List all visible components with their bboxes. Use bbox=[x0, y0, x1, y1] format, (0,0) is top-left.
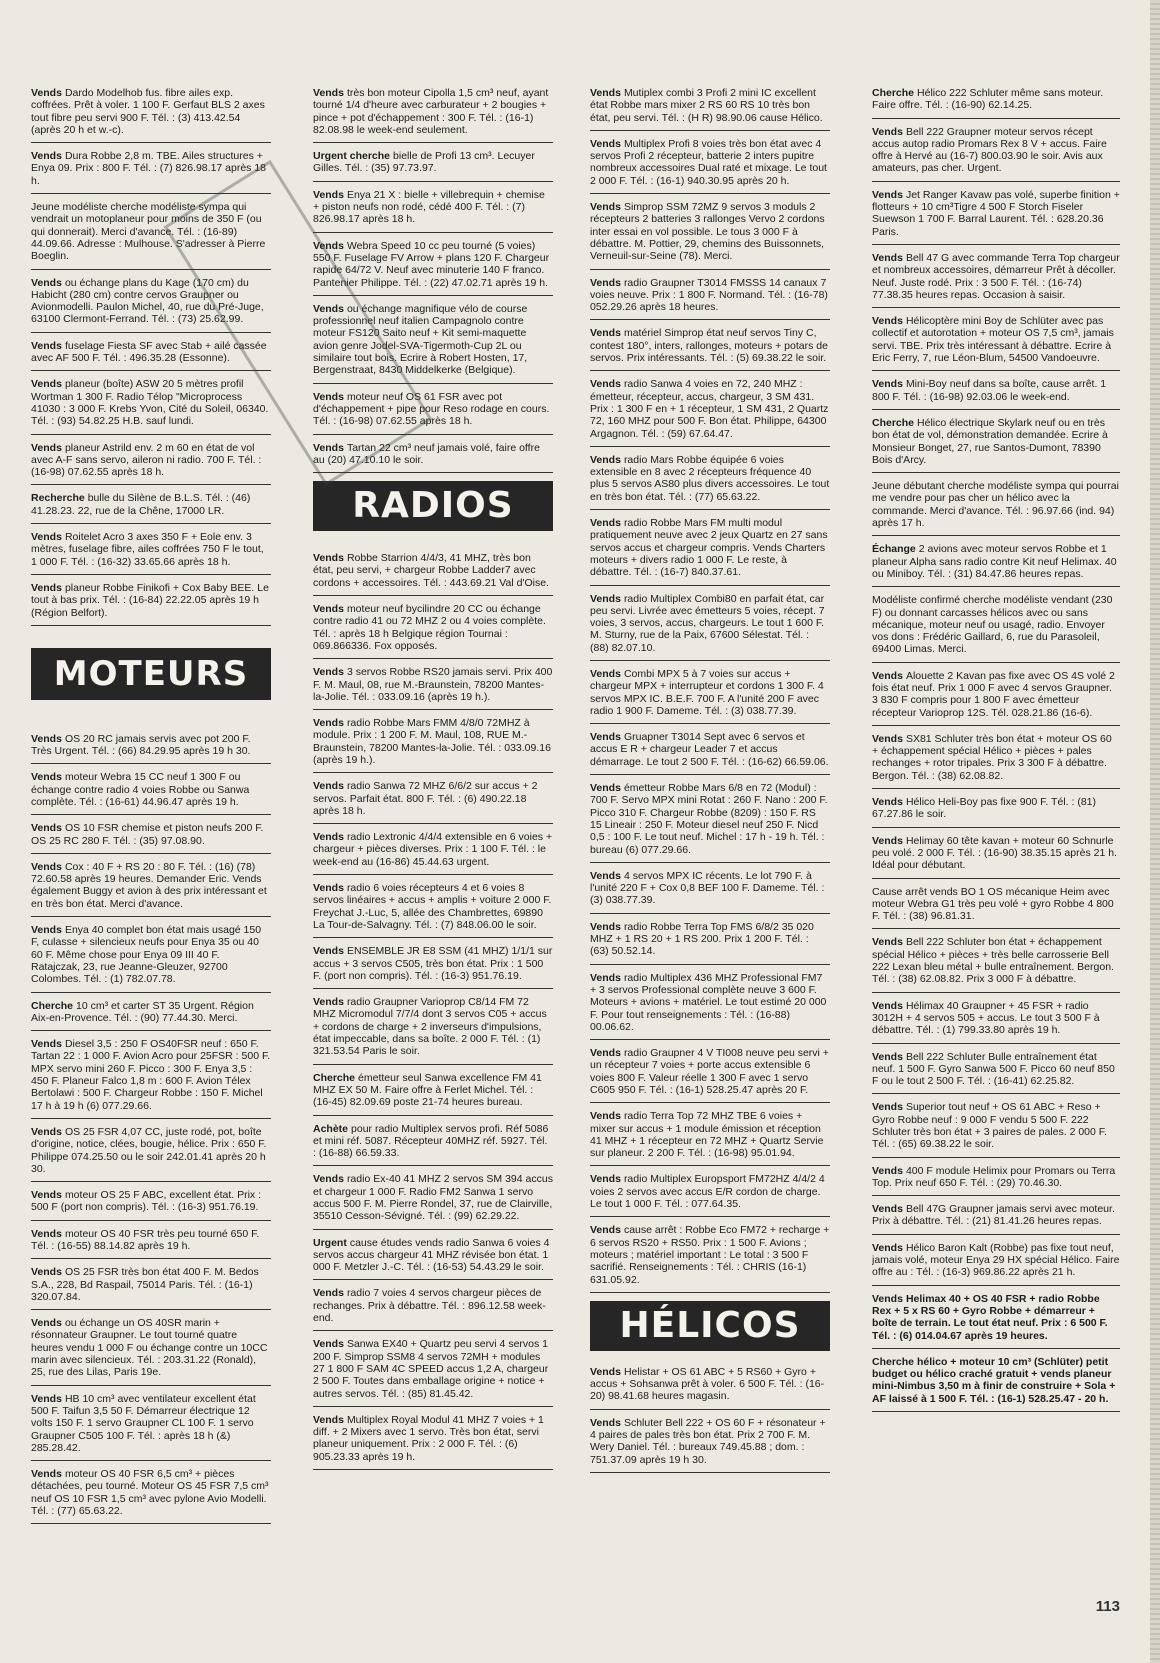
classified-ad bbox=[31, 579, 271, 626]
ad-lead-word: Vends bbox=[313, 603, 344, 616]
ad-text: cause études vends radio Sanwa 6 voies 4 servos accus chargeur 41 MHZ révisée bon état. 1 000 F. Metzler J.-C. Tél. : (16-53) 54.43.29 le soir. bbox=[313, 1236, 550, 1274]
ad-text: Multiplex Profi 8 voies très bon état avec 4 servos Profi 2 récepteur, batterie 2 inters pupitre nombreux accessoires Dual raté et mixage. Le tout 2 000 F. Tél. : (16-1) 940.30.95 après 20 h. bbox=[590, 137, 827, 187]
classified-ad bbox=[313, 147, 553, 182]
ad-text: radio Robbe Mars FM multi modul pratiquement neuve avec 2 jeux Quartz en 27 sans servos accus et chargeur compris. Vends Charters moteurs + divers radio 1 000 F. Le reste, à débattre. Tél. : (16-7) 840.37.61. bbox=[590, 517, 828, 579]
classified-ad bbox=[590, 135, 830, 194]
classified-ad bbox=[872, 84, 1120, 119]
classified-ad bbox=[313, 1234, 553, 1281]
ad-lead-word: Vends bbox=[872, 1203, 903, 1216]
classified-ad bbox=[31, 375, 271, 434]
classified-ad bbox=[31, 274, 271, 333]
ad-lead-word: Vends bbox=[313, 302, 344, 315]
classified-ad bbox=[590, 1414, 830, 1473]
ad-lead-word: Vends bbox=[313, 441, 344, 454]
ad-lead-word: Vends bbox=[872, 1050, 903, 1063]
ad-lead-word: Vends bbox=[872, 999, 903, 1012]
ad-text: très bon moteur Cipolla 1,5 cm³ neuf, ayant tourné 1/4 d'heure avec carburateur + 2 bougies + pince + pot d'échappement : 300 F. Tél. : (16-1) 82.08.98 le week-end seulement. bbox=[313, 87, 549, 136]
ad-lead-word: Vends bbox=[872, 1164, 903, 1177]
classified-ad bbox=[590, 198, 830, 269]
classified-ad bbox=[313, 300, 553, 384]
ad-lead-word: Vends bbox=[872, 936, 903, 949]
ad-lead-word: Vends bbox=[872, 1292, 903, 1305]
ad-lead-word: Vends bbox=[590, 276, 621, 289]
ad-lead-word: Cherche bbox=[313, 1071, 356, 1084]
ad-lead-word: Vends bbox=[590, 137, 621, 150]
classified-ad bbox=[313, 828, 553, 875]
ad-text: radio Mars Robbe équipée 6 voies extensible en 8 avec 2 récepteurs fréquence 40 plus 5 servos AS80 plus divers accessoires. Le tout en très bon état. Tél. : (77) 65.63.22. bbox=[590, 453, 830, 503]
ad-lead-word: Vends bbox=[31, 1038, 62, 1051]
column-3 bbox=[590, 84, 830, 1584]
ad-text: Sanwa EX40 + Quartz peu servi 4 servos 1 200 F. Simprop SSM8 4 servos 72MH + modules 27 1 800 F SAM 4C SPEED accus 1,2 A, chargeur 2 500 F. Toutes dans emballage origine + notice + autres servos. Tél. : (85) 81.45.42. bbox=[313, 1338, 549, 1400]
ad-text: planeur Astrild env. 2 m 60 en état de vol avec A-F sans servo, aileron ni radio. 700 F. Tél. : (16-98) 07.62.55 après 18 h. bbox=[31, 441, 262, 479]
classified-ad bbox=[313, 942, 553, 989]
classified-ad bbox=[31, 1263, 271, 1310]
ad-text: radio Robbe Mars FMM 4/8/0 72MHZ à module. Prix : 1 200 F. M. Maul, 108, RUE M.-Braunstein, 78200 Mantes-la-Jolie. Tél. : 033.09.16 (après 19 h.). bbox=[313, 717, 551, 766]
ad-text: radio 7 voies 4 servos chargeur pièces de rechanges. Prix à débattre. Tél. : 896.12.58 week-end. bbox=[313, 1287, 546, 1325]
ad-text: Hélimax 40 Graupner + 45 FSR + radio 3012H + 4 servos 505 + accus. Le tout 3 500 F à débattre. Tél. : (1) 799.33.80 après 19 h. bbox=[872, 999, 1100, 1037]
ad-lead-word: Vends bbox=[31, 924, 62, 937]
ad-text: Hélico électrique Skylark neuf ou en très bon état de vol, démonstration demandée. Ecrire à Monsieur Bonget, 27, rue Santos-Dumont, 78390 Bois d'Arcy. bbox=[872, 416, 1108, 466]
ads-col3-top bbox=[590, 84, 830, 1293]
classified-ad bbox=[590, 590, 830, 661]
classified-ad bbox=[872, 1098, 1120, 1157]
classified-ad bbox=[872, 1239, 1120, 1286]
classified-ad bbox=[31, 819, 271, 854]
ad-text: Hélico Baron Kalt (Robbe) pas fixe tout neuf, jamais volé, moteur Enya 29 HX spécial Hélico. Faire offre au : Tél. : (16-3) 969.86.22 après 21 h. bbox=[872, 1241, 1120, 1279]
classified-ad bbox=[872, 477, 1120, 536]
ad-text: OS 10 FSR chemise et piston neufs 200 F. OS 25 RC 280 F. Tél. : (35) 97.08.90. bbox=[31, 822, 264, 847]
ad-lead-word: Vends bbox=[31, 1266, 62, 1279]
ad-lead-word: Vends bbox=[313, 1338, 344, 1351]
ad-lead-word: Achète bbox=[313, 1122, 349, 1135]
ad-text: hélico + moteur 10 cm³ (Schlüter) petit budget ou hélico craché gratuit + vends planeur mini-Nimbus 3,50 m à finir de construire + Sola + AF laissé à 1 500 F. Tél. : (16-1) 528.25.47 - 20 h. bbox=[872, 1355, 1116, 1405]
classified-ad bbox=[872, 793, 1120, 828]
ad-lead-word: Cherche bbox=[872, 1355, 915, 1368]
ad-lead-word: Vends bbox=[31, 1317, 62, 1330]
ad-lead-word: Vends bbox=[313, 780, 344, 793]
ad-lead-word: Vends bbox=[31, 339, 62, 352]
ad-text: Tartan 22 cm³ neuf jamais volé, faire offre au (20) 47.10.10 le soir. bbox=[313, 441, 540, 466]
ad-lead-word: Vends bbox=[31, 581, 62, 594]
ad-text: radio 6 voies récepteurs 4 et 6 voies 8 servos linéaires + accus + amplis + voiture 2 000 F. Freychat J.-Luc, 5, allée des Chambrettes, 69890 La Tour-de-Salvagny. Tél. : (7) 848.06.00 le soir. bbox=[313, 882, 552, 931]
ad-lead-word: Vends bbox=[872, 125, 903, 138]
ad-text: Alouette 2 Kavan pas fixe avec OS 4S volé 2 fois état neuf. Prix 1 000 F avec 4 servos Graupner. 3 830 F compris pour 1 800 F avec émetteur récepteur Varioprop 12S. Tél. 028.21.86 (16-6). bbox=[872, 669, 1115, 719]
ad-lead-word: Recherche bbox=[31, 492, 85, 505]
ad-lead-word: Vends bbox=[872, 315, 903, 328]
classified-ad bbox=[31, 1225, 271, 1260]
ad-lead-word: Vends bbox=[313, 1173, 344, 1186]
classified-ad bbox=[872, 591, 1120, 662]
ad-text: Dardo Modelhob fus. fibre ailes exp. coffrées. Prêt à voler. 1 100 F. Gerfaut BLS 2 axes tout fibre peu servi 900 F. Tél. : (3) 413.42.54 (après 20 h et w.-c). bbox=[31, 87, 265, 136]
ad-text: Hélico Heli-Boy pas fixe 900 F. Tél. : (81) 67.27.86 le soir. bbox=[872, 796, 1096, 821]
ad-lead-word: Vends bbox=[313, 188, 344, 201]
ad-text: Jet Ranger Kavaw pas volé, superbe finition + flotteurs + 10 cm³Tigre 4 500 F Storch Fiseler Suewson 1 700 F. Barral Laurent. Tél. : 628.20.36 Paris. bbox=[872, 188, 1120, 238]
classified-ad bbox=[313, 1120, 553, 1167]
classified-ad bbox=[313, 1284, 553, 1331]
ad-lead-word: Vends bbox=[31, 771, 62, 784]
classified-ad bbox=[31, 528, 271, 575]
page-number: 113 bbox=[1095, 1598, 1120, 1615]
ad-text: radio Multiplex Combi80 en parfait état, car peu servi. Livrée avec émetteurs 5 voies, récept. 7 voies, 3 servos, accus, chargeurs. Le tout 1 600 F. M. Sturny, rue de la Paix, 67600 Sélestat. Tél. : (88) 82.07.10. bbox=[590, 592, 825, 654]
ads-col1-bottom bbox=[31, 730, 271, 1525]
ad-text: radio Terra Top 72 MHZ TBE 6 voies + mixer sur accus + 1 module émission et réception 41 MHZ + 1 récepteur en 72 MHZ + Quartz Servie sur planeur. 2 200 F. Tél. : (16-98) 95.01.94. bbox=[590, 1110, 824, 1160]
ad-text: Enya 21 X : bielle + villebrequin + chemise + piston neufs non rodé, cédé 400 F. Tél. : (7) 826.98.17 après 18 h. bbox=[313, 188, 545, 226]
ad-text: radio Multiplex Europsport FM72HZ 4/4/2 4 voies 2 servos avec accus E/R cordon de charge. Le tout 1 000 F. Tél. : 077.64.35. bbox=[590, 1173, 825, 1211]
ad-lead-word: Vends bbox=[872, 251, 903, 264]
classified-ad bbox=[872, 540, 1120, 587]
ad-text: radio Robbe Terra Top FMS 6/8/2 35 020 MHZ + 1 RS 20 + 1 RS 200. Prix 1 200 F. Tél. : (63) 50.52.14. bbox=[590, 920, 814, 958]
ad-text: 3 servos Robbe RS20 jamais servi. Prix 400 F. M. Maul, 08, rue M.-Braunstein, 78200 Mantes-la-Jolie. Tél. : 033.09.16 (après 19 h.). bbox=[313, 666, 553, 703]
classified-ad bbox=[590, 1221, 830, 1292]
classified-ad bbox=[590, 451, 830, 510]
section-heading-helicos: HÉLICOS bbox=[590, 1301, 830, 1351]
ad-text: matériel Simprop état neuf servos Tiny C, contest 180°, inters, rallonges, moteurs + potars de servos. Prix intéressants. Tél. : (5) 69.38.22 le soir. bbox=[590, 327, 828, 365]
ad-lead-word: Vends bbox=[313, 239, 344, 252]
ad-text: fuselage Fiesta SF avec Stab + ailé cassée avec AF 500 F. Tél. : 496.35.28 (Essonne). bbox=[31, 339, 267, 365]
classified-ad bbox=[872, 249, 1120, 308]
ad-lead-word: Vends bbox=[313, 717, 344, 730]
classified-ad bbox=[872, 1162, 1120, 1197]
ad-lead-word: Vends bbox=[31, 276, 62, 289]
ad-lead-word: Vends bbox=[590, 1365, 621, 1378]
ad-lead-word: Vends bbox=[31, 1125, 62, 1138]
classified-ad bbox=[313, 388, 553, 435]
ad-lead-word: Vends bbox=[31, 87, 62, 99]
ads-col4 bbox=[872, 84, 1120, 1412]
ad-lead-word: Vends bbox=[31, 378, 62, 391]
ad-lead-word: Vends bbox=[31, 1227, 62, 1240]
section-heading-radios: RADIOS bbox=[313, 481, 553, 531]
classified-ad bbox=[872, 832, 1120, 879]
classified-ad bbox=[590, 514, 830, 585]
ad-lead-word: Vends bbox=[313, 831, 344, 844]
ad-text: 10 cm³ et carter ST 35 Urgent. Région Aix-en-Provence. Tél. : (90) 77.44.30. Merci. bbox=[31, 999, 254, 1024]
ad-text: Helimax 40 + OS 40 FSR + radio Robbe Rex + 5 x RS 60 + Gyro Robbe + démarreur + boîte de terrain. Le tout état neuf. Prix : 6 500 F. Tél. : (6) 014.04.67 après 19 heures. bbox=[872, 1292, 1108, 1342]
classified-ad bbox=[590, 274, 830, 321]
ad-text: Mini-Boy neuf dans sa boîte, cause arrêt. 1 800 F. Tél. : (16-98) 92.03.06 le week-end. bbox=[872, 378, 1107, 403]
classified-ad bbox=[31, 1390, 271, 1461]
column-4 bbox=[872, 84, 1120, 1584]
ad-lead-word: Vends bbox=[872, 1101, 903, 1114]
ad-lead-word: Vends bbox=[872, 669, 903, 682]
ad-lead-word: Vends bbox=[872, 834, 903, 847]
ad-lead-word: Vends bbox=[590, 667, 621, 680]
classified-ad bbox=[590, 84, 830, 131]
ad-text: bielle de Profi 13 cm³. Lecuyer Gilles. Tél. : (35) 97.73.97. bbox=[313, 150, 535, 175]
classified-ad bbox=[872, 186, 1120, 245]
ad-lead-word: Vends bbox=[872, 1241, 903, 1254]
classified-ad bbox=[31, 730, 271, 765]
ad-lead-word: Cherche bbox=[872, 416, 915, 429]
ad-text: 400 F module Helimix pour Promars ou Terra Top. Prix neuf 650 F. Tél. : (29) 70.46.30. bbox=[872, 1164, 1116, 1189]
ad-text: radio Multiplex 436 MHZ Professional FM7 + 3 servos Professional complète neuve 3 600 F. Moteurs + avions + matériel. Le tout estimé 20 000 F. Pour tout renseignements : Tél. : (16-88) 00.06.62. bbox=[590, 971, 827, 1033]
ad-lead-word: Vends bbox=[313, 390, 344, 403]
ad-text: Bell 222 Graupner moteur servos récept accus autop radio Promars Rex 8 V + accus. Faire offre à Hervé au (16-7) 800.03.90 le soir. Avis aux amateurs, pas cher. Urgent. bbox=[872, 125, 1107, 175]
ad-text: ENSEMBLE JR E8 SSM (41 MHZ) 1/1/1 sur accus + 3 servos C505, très bon état. Prix : 1 500 F. (port non compris). Tél. : (16-3) 951.76.19. bbox=[313, 945, 553, 982]
ad-text: 2 avions avec moteur servos Robbe et 1 planeur Alpha sans radio contre Kit neuf Helimax. 40 ou Miniboy. Tél. : (31) 84.47.86 heures repas. bbox=[872, 543, 1117, 580]
classified-ad bbox=[31, 337, 271, 372]
ad-lead-word: Vends bbox=[31, 860, 62, 873]
classified-ad bbox=[31, 84, 271, 143]
classified-ad bbox=[313, 237, 553, 296]
classified-ad bbox=[31, 1035, 271, 1119]
classified-ad bbox=[31, 1465, 271, 1524]
classified-ad bbox=[31, 1123, 271, 1182]
classified-ad bbox=[31, 198, 271, 269]
ad-lead-word: Vends bbox=[590, 327, 621, 340]
ad-lead-word: Vends bbox=[590, 782, 621, 795]
ad-text: pour radio Multiplex servos profi. Réf 5086 et mini réf. 5087. Récepteur 40MHZ réf. 5927. Tél. : (16-88) 66.59.33. bbox=[313, 1122, 549, 1160]
classified-ad bbox=[313, 663, 553, 710]
ad-text: Bell 47 G avec commande Terra Top chargeur et nombreux accessoires, démarreur Prêt à décoller. Neuf. Juste rodé. Prix : 3 500 F. Tél. : (16-74) 77.38.35 heures repas. Occasion à saisir. bbox=[872, 251, 1120, 301]
classified-ad bbox=[872, 312, 1120, 371]
ad-lead-word: Vends bbox=[590, 87, 621, 99]
ad-lead-word: Urgent cherche bbox=[313, 150, 391, 163]
classified-ad bbox=[872, 883, 1120, 930]
ad-lead-word: Vends bbox=[313, 1413, 344, 1426]
ad-text: Cause arrêt vends BO 1 OS mécanique Heim avec moteur Webra G1 très peu volé + gyro Robbe 4 800 F. Tél. : (38) 96.81.31. bbox=[872, 885, 1114, 923]
ad-text: 4 servos MPX IC récents. Le lot 790 F. à l'unité 220 F + Cox 0,8 BEF 100 F. Dameme. Tél. : (3) 038.77.39. bbox=[590, 869, 825, 907]
ad-lead-word: Cherche bbox=[872, 87, 915, 99]
ad-text: radio Sanwa 4 voies en 72, 240 MHZ : émetteur, récepteur, accus, chargeur, 3 SM 431. Prix : 1 300 F en + 1 récepteur, 1 SM 431, 2 Quartz 72, 160 MHZ pour 500 F. Bon état. Philippe, 64300 Argagnon. Tél. : (59) 67.64.47. bbox=[590, 378, 829, 440]
ad-lead-word: Vends bbox=[31, 822, 62, 835]
ad-text: Webra Speed 10 cc peu tourné (5 voies) 550 F. Fuselage FV Arrow + plans 120 F. Chargeur rapide 64/72 V. Neuf avec minuterie 140 F franco. Pantenier Philippe. Tél. : (22) 47.02.71 après 19 h. bbox=[313, 239, 550, 289]
ad-lead-word: Vends bbox=[590, 592, 621, 605]
ad-lead-word: Cherche bbox=[31, 999, 74, 1012]
ad-text: planeur (boîte) ASW 20 5 mètres profil Wortman 1 300 F. Radio Télop "Microprocess 41030 : 3 000 F. Krebs Yvon, Cité du Soleil, 06340. Tél. : (93) 54.82.25 H.B. sauf lundi. bbox=[31, 378, 269, 428]
ad-lead-word: Vends bbox=[313, 1287, 344, 1300]
ad-text: moteur neuf OS 61 FSR avec pot d'échappement + pipe pour Reso rodage en cours. Tél. : (16-98) 07.62.55 après 18 h. bbox=[313, 390, 550, 428]
classified-ad bbox=[590, 1363, 830, 1410]
ad-text: OS 20 RC jamais servis avec pot 200 F. Très Urgent. Tél. : (66) 84.29.95 après 19 h 30. bbox=[31, 732, 251, 758]
ad-text: radio Graupner 4 V TI008 neuve peu servi + un récepteur 7 voies + porte accus extensible 6 voies 800 F. Valeur réelle 1 300 F avec 1 servo C605 950 F. Tél. : (16-1) 528.25.47 après 20 F. bbox=[590, 1047, 829, 1096]
ad-text: ou échange magnifique vélo de course professionnel neuf italien Campagnolo contre moteur FS120 Saito neuf + Kit semi-maquette avion genre Jodel-SVA-Tigermoth-Cup 2L ou similaire tout bois. Ecrire à Robert Hosten, 17, Bergenstraat, 8430 Middelkerke (Belgique). bbox=[313, 302, 528, 377]
ad-text: bulle du Silène de B.L.S. Tél. : (46) 41.28.23. 22, rue de la Chêne, 17000 LR. bbox=[31, 492, 251, 517]
ad-text: moteur OS 40 FSR 6,5 cm³ + pièces détachées, peu tourné. Moteur OS 45 FSR 7,5 cm³ neuf OS 10 FSR 1,5 cm³ avec pylone Avio Modelli. Tél. : (77) 65.63.22. bbox=[31, 1468, 269, 1518]
classified-ad bbox=[872, 1353, 1120, 1412]
ad-text: Schluter Bell 222 + OS 60 F + résonateur + 4 paires de pales très bon état. Prix 2 700 F. M. Wery Daniel. Tél. : bureaux 749.45.88 ; dom. : 751.37.09 après 19 h 30. bbox=[590, 1416, 826, 1466]
ad-text: Simprop SSM 72MZ 9 servos 3 moduls 2 récepteurs 2 batteries 3 rallonges Vervo 2 cordons inter essai en vol possible. Le tous 3 000 F à débattre. M. Pottier, 29, chemins des Buissonnets, Verneuil-sur-Seine (78). Merci. bbox=[590, 201, 825, 263]
ad-lead-word: Vends bbox=[590, 517, 621, 530]
classified-ad bbox=[872, 997, 1120, 1044]
ad-text: moteur neuf bycilindre 20 CC ou échange contre radio 41 ou 72 MHZ 2 ou 4 voies complète. Tél. : après 18 h Belgique région Tournai : 069.866336. Fox opposés. bbox=[313, 603, 546, 652]
classified-ad bbox=[590, 867, 830, 914]
classified-ad bbox=[590, 918, 830, 965]
classified-ad bbox=[872, 375, 1120, 410]
column-1 bbox=[31, 84, 271, 1584]
classified-ad bbox=[872, 667, 1120, 726]
ad-text: Combi MPX 5 à 7 voies sur accus + chargeur MPX + interrupteur et cordons 1 300 F. 4 servos MPX IC. B.E.F. 700 F. A l'unité 200 F avec radio 1 900 F. Dameme. Tél. : (3) 038.77.39. bbox=[590, 667, 824, 717]
ad-text: Hélico 222 Schluter même sans moteur. Faire offre. Tél. : (16-90) 62.14.25. bbox=[872, 87, 1104, 112]
classified-ad bbox=[872, 414, 1120, 473]
ad-text: Modéliste confirmé cherche modéliste vendant (230 F) ou donnant carcasses hélicos avec ou sans mécanique, moteur neuf ou usagé, radio. Envoyer vos dons : Frédéric Gaillard, 6, rue du Parasoleil, 69400 Limas. Merci. bbox=[872, 594, 1113, 656]
classified-ad bbox=[313, 714, 553, 773]
ad-lead-word: Vends bbox=[313, 996, 344, 1009]
classified-ad bbox=[590, 324, 830, 371]
ad-lead-word: Vends bbox=[590, 869, 621, 882]
classified-ad bbox=[313, 1069, 553, 1116]
classified-ad bbox=[31, 1314, 271, 1385]
classified-ad bbox=[31, 921, 271, 992]
classified-ad bbox=[313, 84, 553, 143]
classified-ad bbox=[590, 1170, 830, 1217]
ad-lead-word: Vends bbox=[31, 150, 62, 163]
ad-text: Hélicoptère mini Boy de Schlüter avec pas collectif et autorotation + moteur OS 7,5 cm³, jamais servi. TBE. Prix très intéressant à débattre. Ecrire à Eric Ferry, 7, rue Léon-Blum, 54500 Vandoeuvre. bbox=[872, 315, 1114, 365]
ad-text: radio Graupner T3014 FMSSS 14 canaux 7 voies neuve. Prix : 1 800 F. Normand. Tél. : (16-78) 052.29.26 après 18 heures. bbox=[590, 276, 828, 314]
ad-text: Gruapner T3014 Sept avec 6 servos et accus E R + chargeur Leader 7 et accus démarrage. Le tout 2 500 F. Tél. : (16-62) 66.59.06. bbox=[590, 731, 829, 768]
ad-text: moteur Webra 15 CC neuf 1 300 F ou échange contre radio 4 voies Robbe ou Sanwa complète. Tél. : (16-61) 44.96.47 après 19 h. bbox=[31, 771, 250, 808]
ad-lead-word: Vends bbox=[313, 666, 344, 679]
ad-lead-word: Vends bbox=[590, 1224, 621, 1237]
page-edge-decoration bbox=[1150, 0, 1160, 1663]
classified-ad bbox=[313, 993, 553, 1064]
classified-ad bbox=[590, 728, 830, 775]
ad-lead-word: Vends bbox=[590, 1173, 621, 1186]
ad-text: Bell 222 Schluter Bulle entraînement état neuf. 1 500 F. Gyro Sanwa 500 F. Picco 60 neuf 850 F ou le tout 2 500 F. Tél. : (16-41) 62.25.82. bbox=[872, 1050, 1115, 1088]
ad-lead-word: Vends bbox=[31, 531, 62, 544]
classified-ad bbox=[590, 969, 830, 1040]
classified-ad bbox=[31, 489, 271, 524]
classified-ad bbox=[590, 1107, 830, 1166]
classified-ad bbox=[590, 1044, 830, 1103]
ad-text: radio Lextronic 4/4/4 extensible en 6 voies + chargeur + pièces diverses. Prix : 1 100 F. Tél. : le week-end au (16-86) 45.44.63 urgent. bbox=[313, 831, 553, 868]
ad-text: Multiplex Royal Modul 41 MHZ 7 voies + 1 diff. + 2 Mixers avec 1 servo. Très bon état, servi planeur uniquement. Prix : 2 000 F. Tél. : (6) 905.23.33 après 19 h. bbox=[313, 1413, 544, 1463]
classified-ad bbox=[313, 1170, 553, 1229]
classified-ad bbox=[31, 997, 271, 1032]
ad-text: ou échange plans du Kage (170 cm) du Habicht (280 cm) contre cervos Graupner ou Avionmodelli. Paulon Michel, 40, rue du Pré-Juge, 63100 Clermont-Ferrand. Tél. : (73) 25.62.99. bbox=[31, 276, 264, 326]
classified-ad bbox=[872, 933, 1120, 992]
ad-lead-word: Vends bbox=[313, 552, 344, 565]
classified-ad bbox=[313, 439, 553, 474]
ad-text: Helimay 60 tête kavan + moteur 60 Schnurle peu volé. 2 000 F. Tél. : (16-90) 38.35.15 après 21 h. Idéal pour débutant. bbox=[872, 834, 1117, 872]
ad-text: moteur OS 40 FSR très peu tourné 650 F. Tél. : (16-55) 88.14.82 après 19 h. bbox=[31, 1227, 260, 1252]
ad-text: Dura Robbe 2,8 m. TBE. Ailes structures + Enya 09. Prix : 800 F. Tél. : (7) 826.98.17 après 18 h. bbox=[31, 150, 267, 187]
ad-lead-word: Urgent bbox=[313, 1236, 347, 1249]
classified-ad bbox=[313, 1411, 553, 1470]
ads-col2-bottom bbox=[313, 549, 553, 1470]
classified-ad bbox=[872, 1290, 1120, 1349]
ad-text: Bell 222 Schluter bon état + échappement spécial Hélico + pièces + très belle carrosserie Bell 222 Lexan bleu métal + bulle entraînement. Bergon. Tél. : (38) 62.08.82. Prix 3 000 F à débattre. bbox=[872, 936, 1114, 986]
ad-text: Roitelet Acro 3 axes 350 F + Eole env. 3 mètres, fuselage fibre, ailes coffrées 750 F le tout, 1 000 F. Tél. : (16-32) 33.65.66 après 18 h. bbox=[31, 531, 264, 568]
ads-col3-bottom bbox=[590, 1363, 830, 1473]
ad-text: moteur OS 25 F ABC, excellent état. Prix : 500 F (port non compris). Tél. : (16-3) 951.76.19. bbox=[31, 1189, 262, 1214]
classified-ad bbox=[590, 779, 830, 863]
ad-lead-word: Vends bbox=[31, 441, 62, 454]
ad-text: Helistar + OS 61 ABC + 5 RS60 + Gyro + accus + Sohsanwa prêt à voler. 6 500 F. Tél. : (16-20) 98.41.68 heures magasin. bbox=[590, 1365, 825, 1403]
ad-text: OS 25 FSR très bon état 400 F. M. Bedos S.A., 228, Bd Raspail, 75014 Paris. Tél. : (16-1) 320.07.84. bbox=[31, 1266, 259, 1303]
classified-ad bbox=[31, 1186, 271, 1221]
column-2 bbox=[313, 84, 553, 1584]
classified-ad bbox=[590, 665, 830, 724]
ad-text: Superior tout neuf + OS 61 ABC + Reso + Gyro Robbe neuf : 9 000 F vendu 5 500 F. 222 Schluter très bon état + 3 paires de pales. 2 000 F. Tél. : (65) 69.38.22 le soir. bbox=[872, 1101, 1107, 1151]
classified-ad bbox=[872, 1048, 1120, 1095]
classified-ad bbox=[872, 1200, 1120, 1235]
ad-text: Jeune débutant cherche modéliste sympa qui pourrai me vendre pour pas cher un hélico avec la commande. Merci d'avance. Tél. : 96.97.66 (ind. 94) après 17 h. bbox=[872, 480, 1119, 530]
ad-text: Cox : 40 F + RS 20 : 80 F. Tél. : (16) (78) 72.60.58 après 19 heures. Demander Eric. Vends également Buggy et avion à des prix intéressant et en très bon état. Merci d'avance. bbox=[31, 860, 267, 910]
ad-text: radio Graupner Varioprop C8/14 FM 72 MHZ Micromodul 7/7/4 dont 3 servos C05 + accus + cordons de charge + 2 inverseurs d'impulsions, état impeccable, dans sa boîte. 2 000 F. Tél. : (1) 321.53.54 Paris le soir. bbox=[313, 996, 547, 1058]
ad-text: Mutiplex combi 3 Profi 2 mini IC excellent état Robbe mars mixer 2 RS 60 RS 10 très bon état, peu servi. Tél. : (H R) 98.90.06 cause Hélico. bbox=[590, 87, 823, 124]
ad-text: planeur Robbe Finikofi + Cox Baby BEE. Le tout à bas prix. Tél. : (16-84) 22.22.05 après 19 h (Région Belfort). bbox=[31, 581, 269, 619]
ad-lead-word: Vends bbox=[872, 188, 903, 201]
ad-lead-word: Vends bbox=[31, 1189, 62, 1202]
ad-lead-word: Vends bbox=[590, 1110, 621, 1123]
classified-ad bbox=[313, 600, 553, 659]
classified-ad bbox=[313, 777, 553, 824]
ad-lead-word: Vends bbox=[31, 1468, 62, 1481]
ad-lead-word: Vends bbox=[590, 453, 621, 466]
ad-text: Enya 40 complet bon état mais usagé 150 F, culasse + silencieux neufs pour Enya 35 ou 40 60 F. Même chose pour Enya 09 III 40 F. Ratajczak, 23, rue Jeanne-Gleuzer, 92700 Colombes. Tél. : (1) 782.07.78. bbox=[31, 924, 262, 986]
ad-text: SX81 Schluter très bon état + moteur OS 60 + échappement spécial Hélico + pièces + pales rechanges + rotor tripales. Prix 3 300 F à débattre. Bergon. Tél. : (38) 62.08.82. bbox=[872, 732, 1112, 782]
ad-lead-word: Vends bbox=[590, 1416, 621, 1429]
classified-ad bbox=[313, 186, 553, 233]
classified-ad bbox=[872, 123, 1120, 182]
ad-lead-word: Échange bbox=[872, 543, 916, 556]
classified-ad bbox=[31, 768, 271, 815]
section-heading-moteurs: MOTEURS bbox=[31, 648, 271, 700]
ad-lead-word: Vends bbox=[590, 731, 621, 744]
classified-ad bbox=[31, 147, 271, 194]
ad-text: OS 25 FSR 4,07 CC, juste rodé, pot, boîte d'origine, notice, clées, bougie, hélice. Prix : 650 F. Philippe 074.25.50 ou le soir 242.01.41 après 20 h 30. bbox=[31, 1125, 267, 1175]
ad-lead-word: Vends bbox=[31, 732, 62, 745]
ad-text: Diesel 3,5 : 250 F OS40FSR neuf : 650 F. Tartan 22 : 1 000 F. Avion Acro pour 25FSR : 500 F. MPX servo mini 260 F. Picco : 300 F. Enya 3,5 : 450 F. Planeur Falco 1,8 m : 600 F. Avion Télex Bertolawi : 500 F. Chargeur Robbe : 150 F. Michel 17 h à 19 h (6) 077.29.66. bbox=[31, 1038, 271, 1112]
classified-ad bbox=[31, 858, 271, 917]
ad-lead-word: Vends bbox=[872, 378, 903, 391]
ad-lead-word: Vends bbox=[313, 87, 344, 99]
ad-text: émetteur seul Sanwa excellence FM 41 MHZ EX 50 M. Faire offre à Ferlet Michel. Tél. : (16-45) 82.09.69 poste 21-74 heures bureau. bbox=[313, 1071, 542, 1109]
ad-lead-word: Vends bbox=[590, 1047, 621, 1060]
ad-lead-word: Vends bbox=[590, 920, 621, 933]
classified-ad bbox=[313, 879, 553, 938]
ad-lead-word: Vends bbox=[590, 971, 621, 984]
classified-ad bbox=[313, 549, 553, 596]
ad-text: radio Ex-40 41 MHZ 2 servos SM 394 accus et chargeur 1 000 F. Radio FM2 Sanwa 1 servo accus 500 F. M. Pierre Rondel, 37, rue de Clairville, 35510 Cesson-Sévigné. Tél. : (99) 62.29.22. bbox=[313, 1173, 553, 1223]
classified-ad bbox=[872, 730, 1120, 789]
ad-lead-word: Vends bbox=[31, 1392, 62, 1405]
ad-lead-word: Vends bbox=[313, 882, 344, 895]
ad-text: émetteur Robbe Mars 6/8 en 72 (Modul) : 700 F. Servo MPX mini Rotat : 260 F. Nano : 200 F. Picco 310 F. Chargeur Robbe (8209) : 150 F. RS 15 Lineair : 250 F. Moteur diesel neuf 250 F. Nicd 0,5 : 100 F. Le tout neuf. Michel : 17 h - 19 h. Tél. : bureau (6) 077.29.66. bbox=[590, 782, 828, 856]
ad-lead-word: Vends bbox=[590, 201, 621, 214]
ads-col2-top bbox=[313, 84, 553, 473]
ad-text: Robbe Starrion 4/4/3, 41 MHZ, très bon état, peu servi, + chargeur Robbe Ladder7 avec cordons + accessoires. Tél. : 443.69.21 Val d'Oise. bbox=[313, 552, 549, 589]
ad-lead-word: Vends bbox=[313, 945, 344, 958]
classified-ad bbox=[313, 1335, 553, 1406]
ad-text: Bell 47G Graupner jamais servi avec moteur. Prix à débattre. Tél. : (21) 81.41.26 heures repas. bbox=[872, 1203, 1115, 1228]
ad-text: Jeune modéliste cherche modéliste sympa qui vendrait un motoplaneur pour moins de 350 F (ou qui donnerait). Merci d'avance. Tél. : (16-89) 44.09.66. Adresse : Mulhouse. S'adresser à Pierre Boeglin. bbox=[31, 201, 266, 263]
ads-col1-top bbox=[31, 84, 271, 626]
ad-text: radio Sanwa 72 MHZ 6/6/2 sur accus + 2 servos. Parfait état. 800 F. Tél. : (6) 490.22.18 après 18 h. bbox=[313, 780, 538, 817]
ad-text: ou échange un OS 40SR marin + résonnateur Graupner. Le tout tourné quatre heures vendu 1 000 F ou échange contre un 10CC marin avec silencieux. Tél. : 203.31.22 (Ronald), 25, rue des Lilas, Paris 19e. bbox=[31, 1317, 268, 1379]
ad-lead-word: Vends bbox=[590, 378, 621, 391]
ad-text: cause arrêt : Robbe Eco FM72 + recharge + 6 servos RS20 + RS50. Prix : 1 500 F. Avions ; moteurs ; matériel important : Le total : 3 500 F sacrifié. Renseignements : Tél. : CHRIS (16-1) 631.05.92. bbox=[590, 1224, 830, 1286]
ad-text: HB 10 cm³ avec ventilateur excellent état 500 F. Taifun 3,5 50 F. Démarreur électrique 12 volts 150 F. 1 servo Graupner CL 100 F. 1 servo Graupner C505 100 F. Tél. : après 18 h (&) 285.28.42. bbox=[31, 1392, 256, 1454]
ad-lead-word: Vends bbox=[872, 732, 903, 745]
classified-ad bbox=[31, 439, 271, 486]
ad-lead-word: Vends bbox=[872, 796, 903, 809]
classified-ad bbox=[590, 375, 830, 446]
